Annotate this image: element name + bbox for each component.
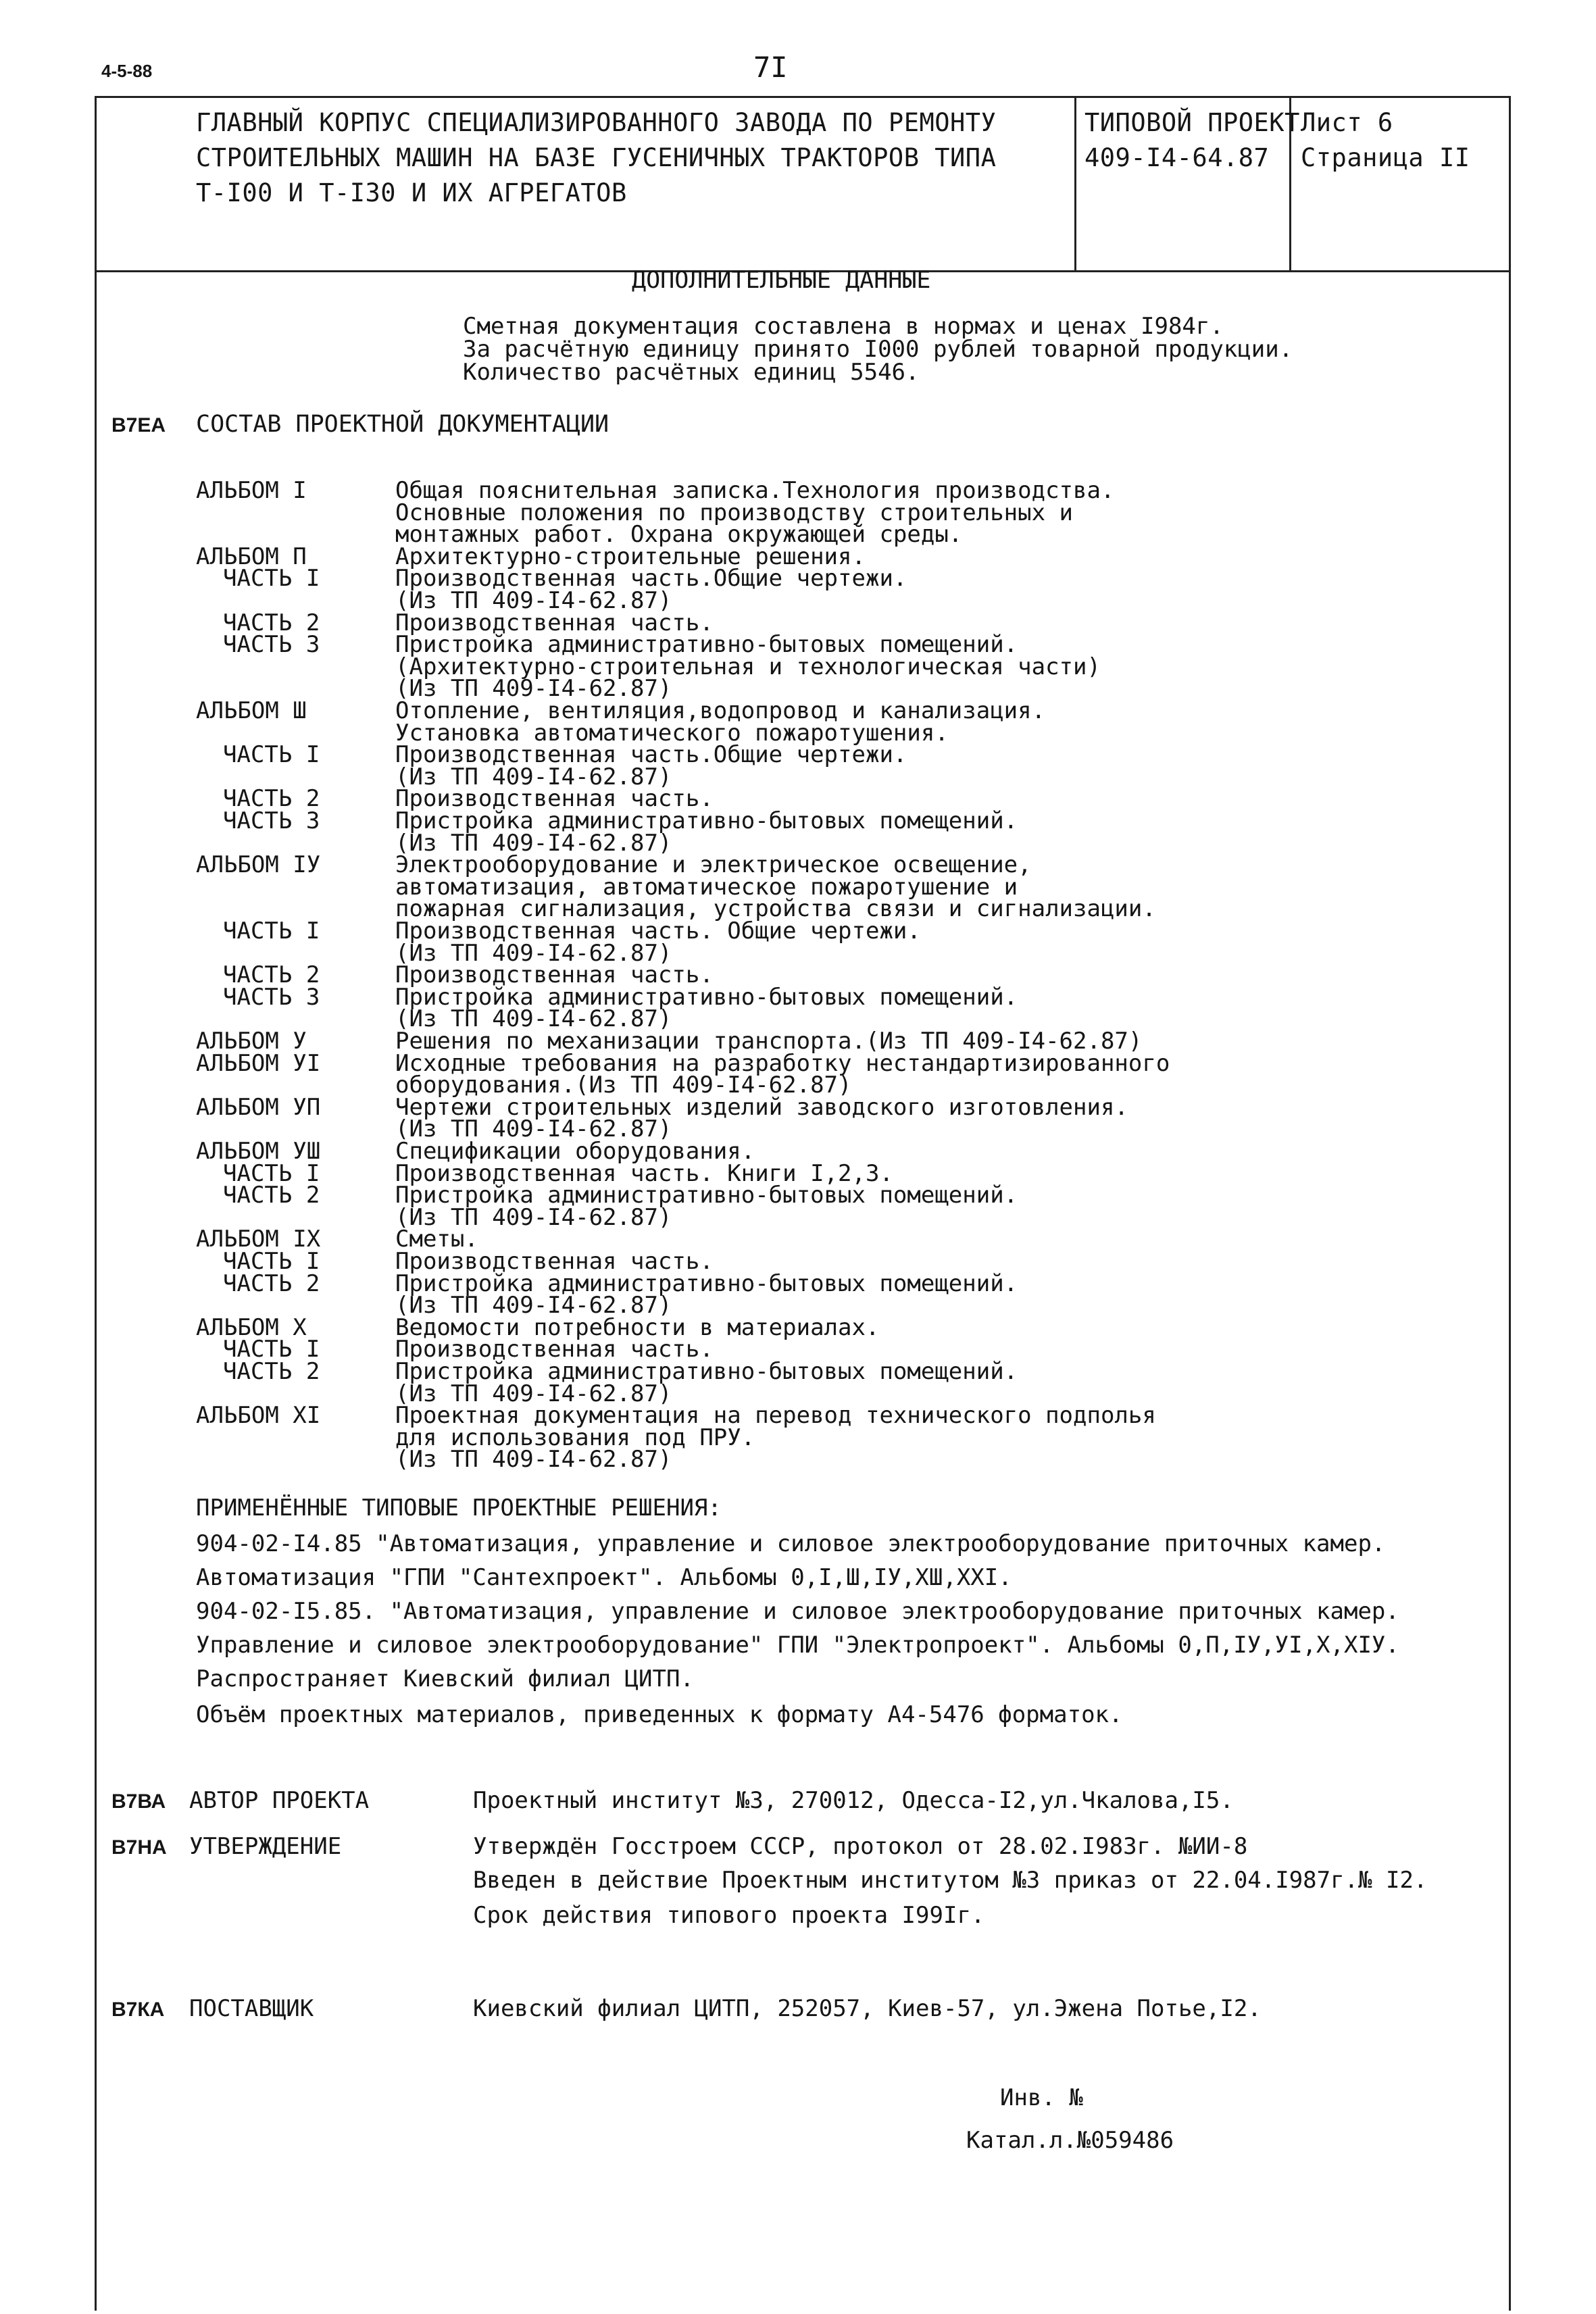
composition-row-label: ЧАСТЬ 2	[223, 785, 320, 812]
composition-row-text: (Из ТП 409-I4-62.87)	[395, 1292, 672, 1319]
applied-line-1: 904-02-I4.85 "Автоматизация, управление и силовое электрооборудование приточных камер.	[196, 1530, 1386, 1557]
composition-row-text: Сметы.	[395, 1226, 478, 1253]
page-in-sheet: Страница II	[1301, 143, 1470, 172]
composition-row-text: (Из ТП 409-I4-62.87)	[395, 1204, 672, 1231]
composition-row-text: Производственная часть.	[395, 1248, 714, 1275]
header-title-line-2: СТРОИТЕЛЬНЫХ МАШИН НА БАЗЕ ГУСЕНИЧНЫХ ТРАКТОРОВ ТИПА	[196, 143, 997, 172]
composition-row-text: автоматизация, автоматическое пожаротушение и	[395, 874, 1018, 901]
composition-row-label: ЧАСТЬ I	[223, 741, 320, 768]
composition-row-text: (Из ТП 409-I4-62.87)	[395, 940, 672, 967]
composition-row-label: АЛЬБОМ XI	[196, 1402, 321, 1429]
composition-row-text: (Из ТП 409-I4-62.87)	[395, 1446, 672, 1473]
composition-row-text: Пристройка административно-бытовых помещений.	[395, 1270, 1018, 1297]
composition-row-text: Архитектурно-строительные решения.	[395, 543, 866, 570]
form-code: 4-5-88	[101, 61, 153, 81]
composition-row-label: АЛЬБОМ IУ	[196, 851, 321, 878]
composition-row-text: Производственная часть.	[395, 609, 714, 636]
additional-line-3: Количество расчётных единиц 5546.	[463, 359, 920, 386]
composition-row-text: Пристройка административно-бытовых помещений.	[395, 984, 1018, 1011]
composition-row-text: Производственная часть.Общие чертежи.	[395, 565, 907, 592]
composition-row-label: АЛЬБОМ П	[196, 543, 307, 570]
composition-row-text: Производственная часть.	[395, 785, 714, 812]
composition-row-text: для использования под ПРУ.	[395, 1424, 755, 1451]
composition-row-text: Отопление, вентиляция,водопровод и канализация.	[395, 697, 1046, 724]
composition-row-text: Пристройка административно-бытовых помещений.	[395, 807, 1018, 834]
composition-row-text: Ведомости потребности в материалах.	[395, 1314, 880, 1341]
applied-line-6: Объём проектных материалов, приведенных к формату А4-5476 форматок.	[196, 1701, 1123, 1728]
composition-row-text: Решения по механизации транспорта.(Из ТП 409-I4-62.87)	[395, 1028, 1143, 1055]
composition-row-text: (Из ТП 409-I4-62.87)	[395, 1115, 672, 1142]
composition-row-text: (Из ТП 409-I4-62.87)	[395, 587, 672, 614]
composition-row-label: АЛЬБОМ I	[196, 477, 307, 504]
composition-row-text: Производственная часть.	[395, 961, 714, 988]
applied-line-3: 904-02-I5.85. "Автоматизация, управление и силовое электрооборудование приточных камер.	[196, 1598, 1399, 1625]
composition-row-text: (Архитектурно-строительная и технологическая части)	[395, 653, 1101, 680]
composition-row-label: ЧАСТЬ 2	[223, 609, 320, 636]
composition-row-text: Производственная часть. Книги I,2,3.	[395, 1160, 893, 1187]
composition-row-text: Исходные требования на разработку нестандартизированного	[395, 1050, 1170, 1077]
inventory-number: Инв. №	[1000, 2084, 1083, 2111]
page-number: 7I	[753, 51, 788, 84]
composition-row-label: ЧАСТЬ I	[223, 1248, 320, 1275]
composition-row-label: ЧАСТЬ 3	[223, 631, 320, 658]
composition-title: СОСТАВ ПРОЕКТНОЙ ДОКУМЕНТАЦИИ	[196, 411, 609, 438]
approval-line-1: Утверждён Госстроем СССР, протокол от 28.02.I983г. №ИИ-8	[473, 1833, 1248, 1860]
composition-row-text: Проектная документация на перевод технического подполья	[395, 1402, 1156, 1429]
composition-row-text: Производственная часть.	[395, 1336, 714, 1363]
composition-row-label: АЛЬБОМ УП	[196, 1094, 321, 1121]
composition-row-text: Общая пояснительная записка.Технология производства.	[395, 477, 1115, 504]
composition-row-label: ЧАСТЬ I	[223, 1336, 320, 1363]
composition-row-text: Производственная часть. Общие чертежи.	[395, 917, 921, 945]
composition-code: В7ЕА	[111, 414, 166, 436]
approval-line-2: Введен в действие Проектным институтом №3 приказ от 22.04.I987г.№ I2.	[473, 1867, 1428, 1894]
composition-row-text: (Из ТП 409-I4-62.87)	[395, 1380, 672, 1407]
applied-line-2: Автоматизация "ГПИ "Сантехпроект". Альбомы 0,I,Ш,IУ,ХШ,ХХI.	[196, 1564, 1012, 1591]
composition-row-label: ЧАСТЬ 3	[223, 807, 320, 834]
composition-row-label: АЛЬБОМ У	[196, 1028, 307, 1055]
composition-row-text: оборудования.(Из ТП 409-I4-62.87)	[395, 1072, 852, 1099]
supplier-code: В7КА	[111, 1998, 165, 2021]
project-number: 409-I4-64.87	[1084, 143, 1270, 172]
composition-row-label: АЛЬБОМ УШ	[196, 1138, 321, 1165]
composition-row-label: АЛЬБОМ X	[196, 1314, 307, 1341]
catalog-number: Катал.л.№059486	[966, 2127, 1174, 2154]
composition-row-text: (Из ТП 409-I4-62.87)	[395, 830, 672, 857]
header-divider-1	[1074, 96, 1076, 270]
composition-row-text: Электрооборудование и электрическое освещение,	[395, 851, 1032, 878]
header-title-line-1: ГЛАВНЫЙ КОРПУС СПЕЦИАЛИЗИРОВАННОГО ЗАВОДА ПО РЕМОНТУ	[196, 108, 997, 137]
additional-line-1: Сметная документация составлена в нормах и ценах I984г.	[463, 313, 1224, 340]
project-label: ТИПОВОЙ ПРОЕКТ	[1084, 108, 1300, 137]
composition-row-label: АЛЬБОМ Ш	[196, 697, 307, 724]
composition-row-label: АЛЬБОМ УI	[196, 1050, 321, 1077]
composition-row-label: ЧАСТЬ I	[223, 565, 320, 592]
composition-row-text: Пристройка административно-бытовых помещений.	[395, 631, 1018, 658]
additional-title: ДОПОЛНИТЕЛЬНЫЕ ДАННЫЕ	[632, 267, 931, 294]
composition-row-text: Спецификации оборудования.	[395, 1138, 755, 1165]
composition-row-label: ЧАСТЬ 2	[223, 1358, 320, 1385]
composition-row-label: ЧАСТЬ 2	[223, 1270, 320, 1297]
header-title-line-3: Т-I00 И Т-I30 И ИХ АГРЕГАТОВ	[196, 178, 627, 207]
composition-row-text: Основные положения по производству строительных и	[395, 499, 1074, 526]
composition-row-label: ЧАСТЬ I	[223, 1160, 320, 1187]
composition-row-text: Установка автоматического пожаротушения.	[395, 720, 949, 747]
additional-line-2: За расчётную единицу принято I000 рублей товарной продукции.	[463, 336, 1293, 363]
sheet-number: Лист 6	[1301, 108, 1393, 137]
composition-row-label: АЛЬБОМ IX	[196, 1226, 321, 1253]
composition-row-text: Пристройка административно-бытовых помещений.	[395, 1182, 1018, 1209]
composition-row-label: ЧАСТЬ 3	[223, 984, 320, 1011]
supplier-text: Киевский филиал ЦИТП, 252057, Киев-57, ул.Эжена Потье,I2.	[473, 1995, 1262, 2022]
author-label: АВТОР ПРОЕКТА	[189, 1787, 370, 1814]
author-code: В7ВА	[111, 1790, 166, 1813]
applied-line-5: Распространяет Киевский филиал ЦИТП.	[196, 1665, 694, 1692]
author-text: Проектный институт №3, 270012, Одесса-I2,ул.Чкалова,I5.	[473, 1787, 1234, 1814]
composition-row-label: ЧАСТЬ 2	[223, 1182, 320, 1209]
composition-row-text: пожарная сигнализация, устройства связи и сигнализации.	[395, 895, 1156, 922]
composition-row-text: (Из ТП 409-I4-62.87)	[395, 1005, 672, 1032]
composition-row-text: (Из ТП 409-I4-62.87)	[395, 763, 672, 790]
approval-code: В7НА	[111, 1836, 167, 1859]
applied-line-4: Управление и силовое электрооборудование" ГПИ "Электропроект". Альбомы 0,П,IУ,УI,Х,ХIУ.	[196, 1632, 1399, 1659]
supplier-label: ПОСТАВЩИК	[189, 1995, 314, 2022]
composition-row-text: Производственная часть.Общие чертежи.	[395, 741, 907, 768]
composition-row-text: Пристройка административно-бытовых помещений.	[395, 1358, 1018, 1385]
composition-row-label: ЧАСТЬ 2	[223, 961, 320, 988]
approval-label: УТВЕРЖДЕНИЕ	[189, 1833, 342, 1860]
composition-row-text: монтажных работ. Охрана окружающей среды.	[395, 521, 963, 548]
approval-line-3: Срок действия типового проекта I99Iг.	[473, 1902, 985, 1929]
composition-row-text: Чертежи строительных изделий заводского изготовления.	[395, 1094, 1128, 1121]
composition-row-text: (Из ТП 409-I4-62.87)	[395, 675, 672, 702]
composition-row-label: ЧАСТЬ I	[223, 917, 320, 945]
applied-title: ПРИМЕНЁННЫЕ ТИПОВЫЕ ПРОЕКТНЫЕ РЕШЕНИЯ:	[196, 1494, 722, 1521]
